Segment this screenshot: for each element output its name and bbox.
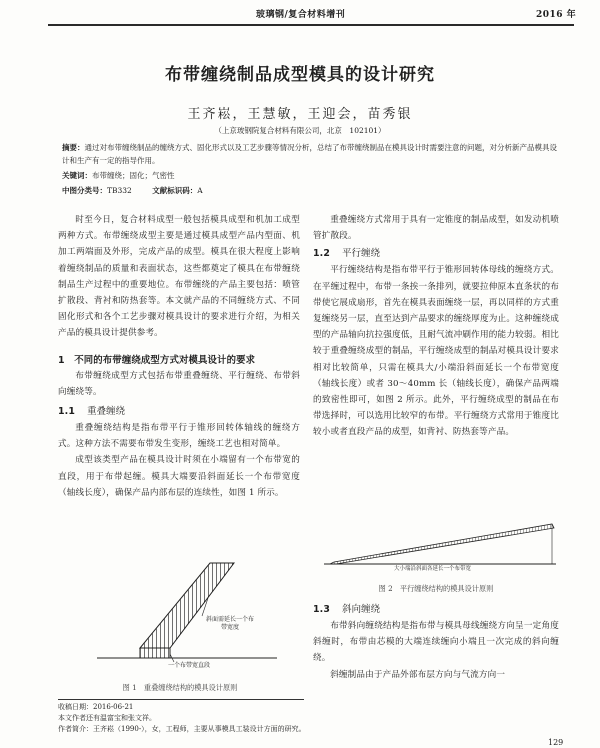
journal-name: 玻璃钢/复合材料增刊 (256, 10, 346, 20)
intro-paragraph: 时至今日，复合材料成型一般包括模具成型和机加工成型两种方式。布带缠绕成型主要是通过模具成型产品内型面、机加工两端面及外形，完成产品的成型。模具在很大程度上影响着缠绕制品的质量和表面状态，这些都奠定了模具在布带缠绕制品生产过程中的重要地位。布带缠绕的产品主要包括：喷管扩散段、背衬和防热套等。本文就产品的不同缠绕方式、不同固化形式和各个工艺步骤对模具设计的要求进行介绍，为相关产品的模具设计提供参考。 (58, 215, 300, 339)
figure-1-flat-segment (140, 648, 170, 658)
subsection-1-1-para-2: 成型该类型产品在模具设计时须在小端留有一个布带宽的直段，用于布带起缠。模具大端要沿斜面延长一个布带宽度（轴线长度），确保产品内部布层的连续性，如图 1 所示。 (58, 455, 300, 498)
footnote (58, 702, 388, 735)
section-1-heading: 1 不同的布带缠绕成型方式对模具设计的要求 (58, 354, 256, 366)
figure-2-parallel-band (330, 524, 554, 564)
abstract (62, 141, 562, 167)
abstract-text: 通过对布带缠绕制品的缠绕方式、固化形式以及工艺步骤等情况分析，总结了布带缠绕制品在模具设计时需要注意的问题，对分析新产品模具设计和生产有一定的指导作用。 (62, 143, 557, 165)
section-1-intro: 布带缠绕成型方式包括布带重叠缠绕、平行缠绕、布带斜向缠绕等。 (58, 370, 300, 397)
clc-value: TB332 (107, 186, 132, 195)
subsection-title: 平行缠绕 (342, 248, 381, 260)
figure-1-winding-band (140, 563, 234, 648)
clc-label: 中图分类号： (62, 186, 107, 195)
co-authors-note: 本文作者还有温富宝和张文祥。 (58, 714, 156, 722)
right-column-top (313, 212, 559, 441)
paper-title: 布带缠绕制品成型模具的设计研究 (165, 65, 435, 85)
doc-code-value: A (197, 186, 203, 195)
figure-1-flat-label: 一个布带宽直段 (168, 662, 211, 669)
classification (62, 184, 203, 197)
received-date: 收稿日期：2016-06-21 (58, 703, 134, 711)
subsection-1-2-para: 平行缠绕结构是指布带平行于锥形回转体母线的缠绕方式。在平缠过程中，布带一条挨一条排列，就要拉伸原本直条状的布带使它展成扇形，首先在模具表面缠绕一层，再以同样的方式重复缠绕另一层，直至达到产品要求的缠绕厚度为止。这种缠绕成型的产品轴向抗拉强度低，且耐气流冲刷作用的能力较弱。相比较于重叠缠绕成型的制品，平行缠绕成型的制品对模具设计要求相对比较简单，只需在模具大/小端沿斜面延长一个布带宽度（轴线长度）或者 30～40mm 长（轴线长度），确保产品两端的致密性即可，如图 2 所示。此外，平行缠绕成型的制品在布带选择时，可以选用比较窄的布带。平行缠绕方式常用于锥度比较小或者直段产品的成型，如背衬、防热套等产品。 (313, 265, 559, 438)
header-rule (48, 24, 574, 26)
subsection-1-1-heading (58, 403, 300, 420)
year: 2016 年 (536, 10, 577, 20)
abstract-label: 摘要： (62, 143, 85, 152)
authors: 王齐崧，王慧敏，王迎会，苗秀银 (187, 107, 413, 122)
page-number: 129 (548, 738, 564, 747)
subsection-number: 1.1 (58, 406, 76, 418)
affiliation: （上京玻钢院复合材料有限公司，北京 102101） (214, 126, 386, 135)
subsection-1-1-continued: 重叠缠绕方式常用于具有一定锥度的制品成型，如发动机喷管扩散段。 (313, 215, 559, 242)
author-bio: 作者简介：王齐崧（1990-），女，工程师，主要从事模具工装设计方面的研究。 (58, 725, 306, 733)
right-column-bottom (313, 601, 559, 683)
keywords-text: 布带缠绕；固化；气密性 (92, 171, 175, 180)
subsection-number: 1.3 (313, 604, 331, 615)
subsection-1-2-heading (313, 245, 559, 262)
keywords (62, 169, 175, 182)
subsection-title: 斜向缠绕 (342, 604, 381, 615)
figure-2-caption: 图 2 平行缠绕结构的模具设计原则 (378, 584, 494, 593)
subsection-title: 重叠缠绕 (87, 406, 126, 418)
subsection-1-1-para-1: 重叠缠绕结构是指布带平行于锥形回转体轴线的缠绕方式。这种方法不需要布带发生变形，缠绕工艺也相对简单。 (58, 423, 300, 450)
left-column (58, 212, 300, 501)
figure-1-caption: 图 1 重叠缠绕结构的模具设计原则 (122, 683, 238, 692)
figure-2-label: 大小端沿斜面各延长一个布带宽 (394, 566, 472, 572)
subsection-number: 1.2 (313, 248, 331, 260)
footnote-rule (58, 699, 304, 700)
subsection-1-3-heading (313, 601, 559, 618)
keywords-label: 关键词： (62, 171, 92, 180)
subsection-1-3-para-1: 布带斜向缠绕结构是指布带与模具母线缠绕方向呈一定角度斜缠时，布带由芯模的大端连续缠向小端且一次完成的斜向缠绕。 (313, 621, 559, 664)
figure-1-slant-label: 斜面需延长一个布带宽度 (205, 616, 254, 631)
doc-code-label: 文献标识码： (152, 186, 198, 195)
subsection-1-3-para-2: 斜缠制品由于产品外部布层方向与气流方向一 (330, 669, 506, 680)
